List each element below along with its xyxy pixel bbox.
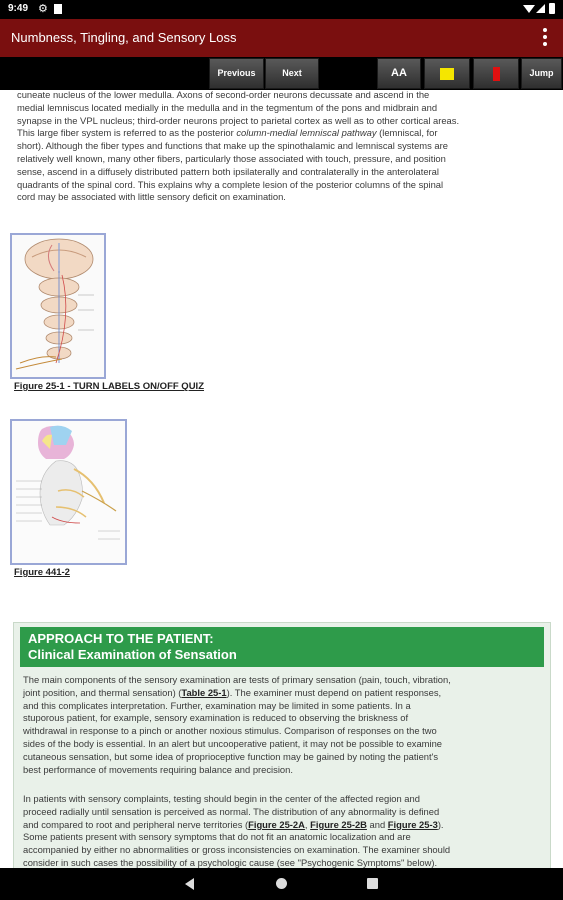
- approach-paragraph-1: The main components of the sensory examination are tests of primary sensation (pain, touch, vibration, joint position, and thermal sensation) (Table 25-1). The examiner must depend on patient responses, and this complicates interpretation. Further, examination may be limited in some patients. In a stuporous patient, for example, sensory examination is reduced to observing the briskness of withdrawal in response to a pinch or another noxious stimulus. Comparison of responses on the two sides of the body is essential. In an alert but uncooperative patient, it may not be possible to examine cutaneous sensation, but some idea of proprioceptive function may be gained by noting the patient's best performance of movements requiring balance and precision.: [23, 674, 451, 775]
- font-size-button[interactable]: [377, 58, 421, 89]
- red-highlight-icon: [493, 67, 500, 81]
- jump-button[interactable]: Jump: [521, 58, 562, 89]
- intro-paragraph: cuneate nucleus of the lower medulla. Axons of second-order neurons decussate and ascend in the medial lemniscus located medially in the medulla and in the tegmentum of the pons and midbrain and synapse in the VPL nucleus; third-order neurons project to parietal cortex as well as to other cortical areas. This large fiber system is referred to as the posterior column-medial lemniscal pathway (lemniscal, for short). Although the fiber types and functions that make up the spinothalamic and lemniscal systems are relatively well known, many other fibers, particularly those associated with touch, pressure, and position sense, ascend in a diffusely distributed pattern both ipsilaterally and contralaterally in the anterolateral quadrants of the spinal cord. This explains why a complete lesion of the posterior columns of the spinal cord may be associated with little sensory deficit on examination.: [17, 90, 460, 203]
- status-time: 9:49: [8, 3, 29, 14]
- next-button[interactable]: Next: [265, 58, 319, 89]
- page-title: Numbness, Tingling, and Sensory Loss: [11, 30, 237, 45]
- system-navigation-bar: [0, 868, 563, 900]
- figure-441-2-thumbnail[interactable]: [10, 419, 127, 565]
- settings-gear-icon: ⚙: [38, 3, 48, 15]
- home-icon[interactable]: [276, 878, 287, 889]
- reader-toolbar: [0, 57, 563, 90]
- sd-card-icon: [54, 4, 62, 14]
- figure-25-1-thumbnail[interactable]: [10, 233, 106, 379]
- cell-signal-icon: [536, 4, 545, 13]
- chapter-content[interactable]: [0, 90, 563, 868]
- figure-25-2b-link[interactable]: Figure 25-2B: [310, 818, 367, 830]
- figure-25-1-caption-link[interactable]: Figure 25-1 - TURN LABELS ON/OFF QUIZ: [14, 381, 205, 392]
- app-bar: [0, 19, 563, 57]
- approach-paragraph-2: In patients with sensory complaints, testing should begin in the center of the affected region and proceed radially until sensation is perceived as normal. The distribution of any abnormality is defined and compared to root and peripheral nerve territories (Figure 25-2A, Figure 25-2B and Figure 25-3). Some patients present with sensory symptoms that do not fit an anatomic localization and are accompanied by either no abnormalities or gross inconsistencies on examination. The examiner should consider in such cases the possibility of a psychologic cause (see "Psychogenic Symptoms" below).: [23, 793, 451, 868]
- recent-apps-icon[interactable]: [367, 878, 378, 889]
- cranial-nerve-illustration-icon: [12, 421, 125, 563]
- approach-to-patient-box: [13, 622, 551, 868]
- table-25-1-link[interactable]: Table 25-1: [181, 686, 227, 698]
- previous-button[interactable]: Previous: [209, 58, 264, 89]
- spinal-pathway-illustration-icon: [12, 235, 104, 377]
- font-size-icon: AA: [391, 67, 407, 79]
- battery-icon: [549, 3, 555, 14]
- status-bar: [0, 0, 563, 19]
- figure-441-2-caption-link[interactable]: Figure 441-2: [14, 567, 70, 578]
- approach-heading: APPROACH TO THE PATIENT: Clinical Examination of Sensation: [20, 627, 544, 667]
- back-icon[interactable]: [185, 878, 194, 890]
- figure-25-3-link[interactable]: Figure 25-3: [387, 818, 438, 830]
- yellow-highlight-button[interactable]: [424, 58, 470, 89]
- yellow-highlight-icon: [440, 68, 454, 80]
- red-highlight-button[interactable]: [473, 58, 519, 89]
- figure-25-2a-link[interactable]: Figure 25-2A: [248, 818, 305, 830]
- overflow-menu-icon[interactable]: [543, 28, 547, 49]
- wifi-icon: [523, 5, 535, 13]
